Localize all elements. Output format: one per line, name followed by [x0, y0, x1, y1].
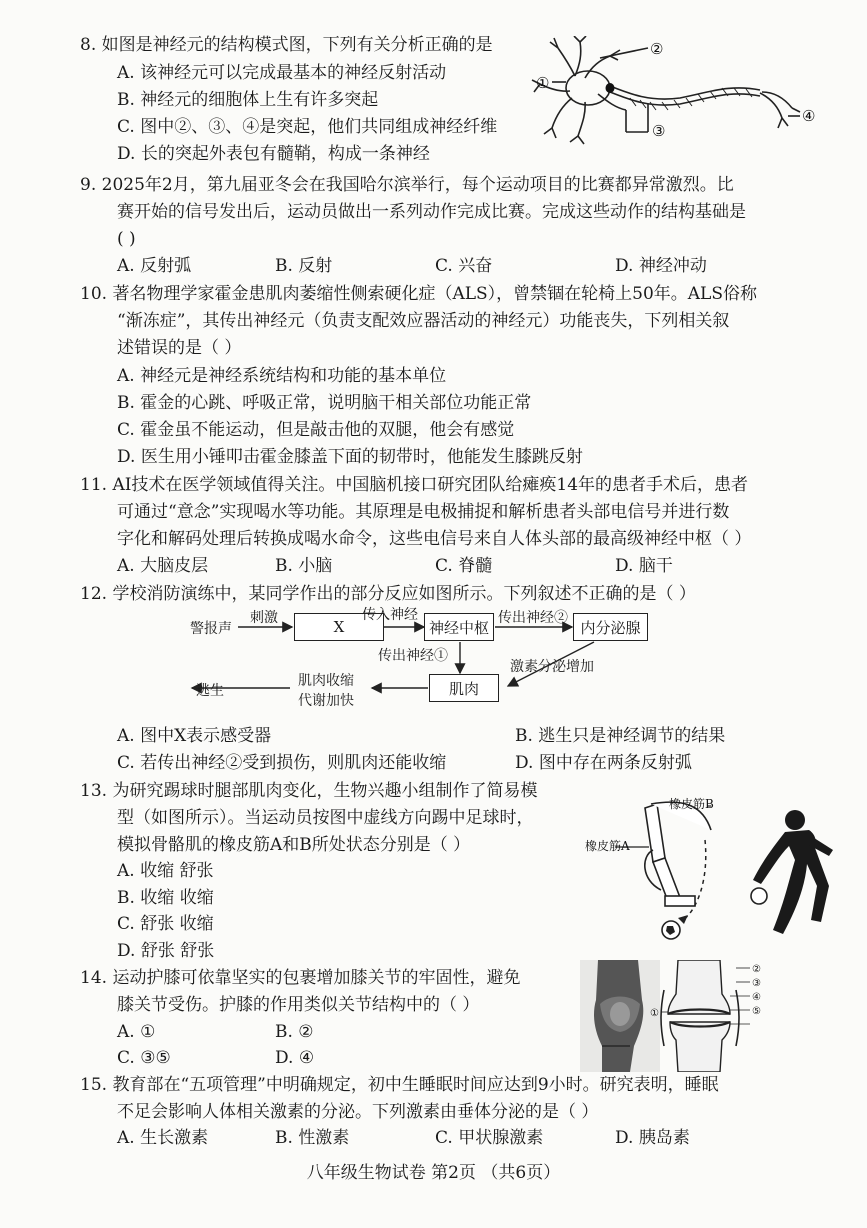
q10-stem-line-1: 10. 著名物理学家霍金患肌肉萎缩性侧索硬化症（ALS），曾禁锢在轮椅上50年。ALS俗称 — [80, 284, 757, 304]
q14-stem-line-1: 14. 运动护膝可依靠坚实的包裹增加膝关节的牢固性，避免 — [80, 968, 521, 988]
q14-option-b: B. ② — [275, 1022, 314, 1042]
q12-option-d: D. 图中存在两条反射弧 — [515, 753, 692, 773]
q11-option-a: A. 大脑皮层 — [117, 556, 209, 576]
kick-model-figure — [585, 790, 840, 955]
q10-option-c: C. 霍金虽不能运动，但是敲击他的双腿，他会有感觉 — [117, 420, 515, 440]
diagram-box-muscle: 肌肉 — [429, 674, 499, 702]
diagram-label-hormone: 激素分泌增加 — [510, 659, 594, 675]
band-b-label: 橡皮筋B — [669, 797, 714, 811]
q13-stem-line-1: 13. 为研究踢球时腿部肌肉变化，生物兴趣小组制作了简易模 — [80, 781, 538, 801]
knee-label-3: ③ — [752, 978, 761, 989]
q13-stem-line-2: 型（如图所示）。当运动员按图中虚线方向踢中足球时， — [117, 808, 534, 828]
diagram-label-effect-1: 肌肉收缩 — [298, 673, 354, 689]
neuron-label-2: ② — [650, 40, 664, 58]
q15-option-c: C. 甲状腺激素 — [435, 1128, 544, 1148]
neuron-label-4: ④ — [802, 107, 816, 125]
q11-option-d: D. 脑干 — [615, 556, 673, 576]
diagram-label-stimulus: 刺激 — [250, 610, 278, 626]
q8-option-c: C. 图中②、③、④是突起，他们共同组成神经纤维 — [117, 117, 498, 137]
q10-stem-line-2: “渐冻症”，其传出神经元（负责支配效应器活动的神经元）功能丧失，下列相关叙 — [117, 311, 730, 331]
q8-stem: 8. 如图是神经元的结构模式图，下列有关分析正确的是 — [80, 35, 493, 55]
diagram-label-start: 警报声 — [190, 621, 232, 637]
diagram-box-endocrine: 内分泌腺 — [573, 613, 648, 641]
q12-option-a: A. 图中X表示感受器 — [117, 726, 272, 746]
q15-stem-line-1: 15. 教育部在“五项管理”中明确规定，初中生睡眠时间应达到9小时。研究表明，睡眠 — [80, 1075, 719, 1095]
q9-option-d: D. 神经冲动 — [615, 256, 707, 276]
q13-option-b: B. 收缩 收缩 — [117, 888, 214, 908]
knee-label-4: ④ — [752, 992, 761, 1003]
q14-option-d: D. ④ — [275, 1048, 315, 1068]
q8-option-a: A. 该神经元可以完成最基本的神经反射活动 — [117, 63, 447, 83]
q12-option-b: B. 逃生只是神经调节的结果 — [515, 726, 726, 746]
q14-option-c: C. ③⑤ — [117, 1048, 171, 1068]
diagram-label-efferent-2: 传出神经② — [498, 610, 568, 626]
diagram-box-x: X — [294, 613, 384, 641]
q15-option-b: B. 性激素 — [275, 1128, 350, 1148]
q11-stem-line-2: 可通过“意念”实现喝水等功能。其原理是电极捕捉和解析患者头部电信号并进行数 — [117, 502, 730, 522]
q12-stem: 12. 学校消防演练中，某同学作出的部分反应如图所示。下列叙述不正确的是（ ） — [80, 584, 696, 604]
knee-label-2: ② — [752, 964, 761, 975]
page-footer: 八年级生物试卷 第2页 （共6页） — [306, 1163, 561, 1183]
q13-option-d: D. 舒张 舒张 — [117, 941, 215, 961]
q15-option-a: A. 生长激素 — [117, 1128, 209, 1148]
q11-option-c: C. 脊髓 — [435, 556, 493, 576]
q11-stem-line-1: 11. AI技术在医学领域值得关注。中国脑机接口研究团队给瘫痪14年的患者手术后，患者 — [80, 475, 749, 495]
q13-stem-line-3: 模拟骨骼肌的橡皮筋A和B所处状态分别是（ ） — [117, 835, 471, 855]
q13-option-a: A. 收缩 舒张 — [117, 861, 214, 881]
q9-option-c: C. 兴奋 — [435, 256, 493, 276]
q15-stem-line-2: 不足会影响人体相关激素的分泌。下列激素由垂体分泌的是（ ） — [117, 1102, 599, 1122]
knee-brace-photo — [580, 960, 660, 1072]
neuron-figure — [530, 36, 830, 148]
q9-option-b: B. 反射 — [275, 256, 333, 276]
q8-option-d: D. 长的突起外表包有髓鞘，构成一条神经 — [117, 144, 430, 164]
q10-stem-line-3: 述错误的是（ ） — [117, 338, 242, 358]
q8-option-b: B. 神经元的细胞体上生有许多突起 — [117, 90, 379, 110]
neuron-label-3: ③ — [652, 122, 666, 140]
q15-option-d: D. 胰岛素 — [615, 1128, 690, 1148]
diagram-label-efferent-1: 传出神经① — [378, 648, 448, 664]
knee-label-1: ① — [650, 1008, 659, 1019]
q9-stem-line-2: 赛开始的信号发出后，运动员做出一系列动作完成比赛。完成这些动作的结构基础是 — [117, 202, 746, 222]
q10-option-b: B. 霍金的心跳、呼吸正常，说明脑干相关部位功能正常 — [117, 393, 532, 413]
q11-stem-line-3: 字化和解码处理后转换成喝水命令，这些电信号来自人体头部的最高级神经中枢（ ） — [117, 529, 752, 549]
q11-option-b: B. 小脑 — [275, 556, 333, 576]
q9-stem-line-1: 9. 2025年2月，第九届亚冬会在我国哈尔滨举行，每个运动项目的比赛都异常激烈。比 — [80, 175, 734, 195]
knee-joint-diagram — [650, 960, 765, 1072]
diagram-label-afferent: 传入神经 — [362, 607, 418, 623]
q10-option-d: D. 医生用小锤叩击霍金膝盖下面的韧带时，他能发生膝跳反射 — [117, 447, 583, 467]
band-a-label: 橡皮筋A — [585, 839, 630, 853]
knee-label-5: ⑤ — [752, 1006, 761, 1017]
neuron-label-1: ① — [536, 74, 550, 92]
q14-option-a: A. ① — [117, 1022, 156, 1042]
q9-option-a: A. 反射弧 — [117, 256, 192, 276]
q10-option-a: A. 神经元是神经系统结构和功能的基本单位 — [117, 366, 447, 386]
q9-stem-line-3: ( ) — [117, 229, 136, 249]
diagram-box-center: 神经中枢 — [424, 613, 494, 641]
q14-stem-line-2: 膝关节受伤。护膝的作用类似关节结构中的（ ） — [117, 995, 480, 1015]
diagram-label-escape: 逃生 — [196, 683, 224, 699]
q13-option-c: C. 舒张 收缩 — [117, 914, 214, 934]
q12-option-c: C. 若传出神经②受到损伤，则肌肉还能收缩 — [117, 753, 447, 773]
diagram-label-effect-2: 代谢加快 — [298, 693, 354, 709]
